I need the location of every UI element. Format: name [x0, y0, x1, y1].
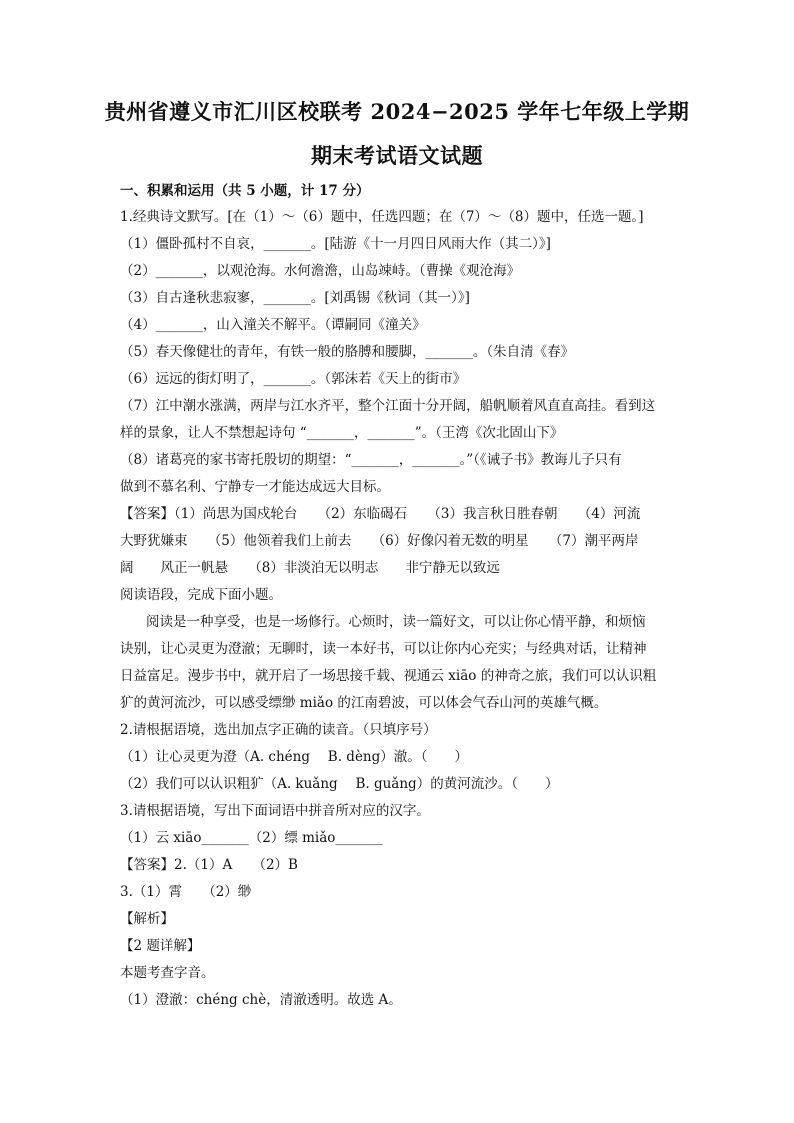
question-1-item: （6）远远的街灯明了，_______。（郭沫若《天上的街市》	[120, 371, 467, 387]
question-1-item: （5）春天像健壮的青年，有铁一般的胳膊和腰脚，_______。（朱自清《春》	[120, 344, 575, 360]
question-2-prompt: 2.请根据语境，选出加点字正确的读音。（只填序号）	[120, 722, 437, 738]
analysis-text: （1）澄澈：chéng chè，清澈透明。故选 A。	[120, 992, 402, 1008]
question-1-item: （4）_______，山入潼关不解平。（谭嗣同《潼关》	[120, 317, 426, 333]
question-3-prompt: 3.请根据语境，写出下面词语中拼音所对应的汉字。	[120, 803, 430, 819]
question-2-item: （1）让心灵更为澄（A. chéng B. dèng）澈。（ ）	[120, 749, 469, 765]
question-1-item: 做到不慕名利、宁静专一才能达成远大目标。	[120, 479, 390, 495]
passage-line: 诀别，让心灵更为澄澈；无聊时，读一本好书，可以让你内心充实；与经典对话，让精神	[120, 641, 647, 657]
passage-line: 阅读是一种享受，也是一场修行。心烦时，读一篇好文，可以让你心情平静，和烦恼	[146, 614, 646, 630]
document-title: 贵州省遵义市汇川区校联考 2024−2025 学年七年级上学期	[104, 99, 690, 124]
question-1-prompt: 1.经典诗文默写。[在（1）～（6）题中，任选四题；在（7）～（8）题中，任选一题。]	[120, 209, 644, 225]
passage-line: 日益富足。漫步书中，就开启了一场思接千载、视通云 xiāo 的神奇之旅，我们可以认识粗	[120, 668, 657, 684]
answer-line: 【答案】（1）尚思为国戍轮台 （2）东临碣石 （3）我言秋日胜春朝 （4）河流	[120, 506, 641, 522]
reading-instruction: 阅读语段，完成下面小题。	[120, 587, 282, 603]
question-2-item: （2）我们可以认识粗犷（A. kuǎng B. guǎng）的黄河流沙。（ ）	[120, 776, 559, 792]
answer-line: 【答案】2.（1）A （2）B	[120, 857, 298, 873]
question-1-item: （1）僵卧孤村不自哀，_______。[陆游《十一月四日风雨大作（其二）》]	[120, 236, 551, 252]
answer-line: 大野犹嫌束 （5）他领着我们上前去 （6）好像闪着无数的明星 （7）潮平两岸	[120, 533, 639, 549]
question-1-item: （8）诸葛亮的家书寄托殷切的期望：“_______，_______。”（《诫子书》教诲儿子只有	[120, 452, 622, 468]
answer-line: 阔 风正一帆悬 （8）非淡泊无以明志 非宁静无以致远	[120, 560, 500, 576]
answer-line: 3.（1）霄 （2）缈	[120, 884, 252, 900]
question-3-item: （1）云 xiāo_______（2）缥 miǎo_______	[120, 830, 383, 846]
question-1-item: 样的景象，让人不禁想起诗句 “_______，_______”。（王湾《次北固山下》	[120, 425, 564, 441]
passage-line: 犷的黄河流沙，可以感受缥缈 miǎo 的江南碧波，可以体会气吞山河的英雄气概。	[120, 695, 608, 711]
document-subtitle: 期末考试语文试题	[311, 143, 483, 168]
question-1-item: （7）江中潮水涨满，两岸与江水齐平，整个江面十分开阔，船帆顺着风直直高挂。看到这	[120, 398, 656, 414]
section-heading: 一、积累和运用（共 5 小题，计 17 分）	[120, 183, 370, 199]
analysis-subheading: 【2 题详解】	[120, 938, 201, 954]
question-1-item: （2）_______，以观沧海。水何澹澹，山岛竦峙。（曹操《观沧海》	[120, 263, 521, 279]
analysis-heading: 【解析】	[120, 911, 174, 927]
analysis-text: 本题考查字音。	[120, 965, 215, 981]
question-1-item: （3）自古逢秋悲寂寥，_______。[刘禹锡《秋词（其一）》]	[120, 290, 470, 306]
